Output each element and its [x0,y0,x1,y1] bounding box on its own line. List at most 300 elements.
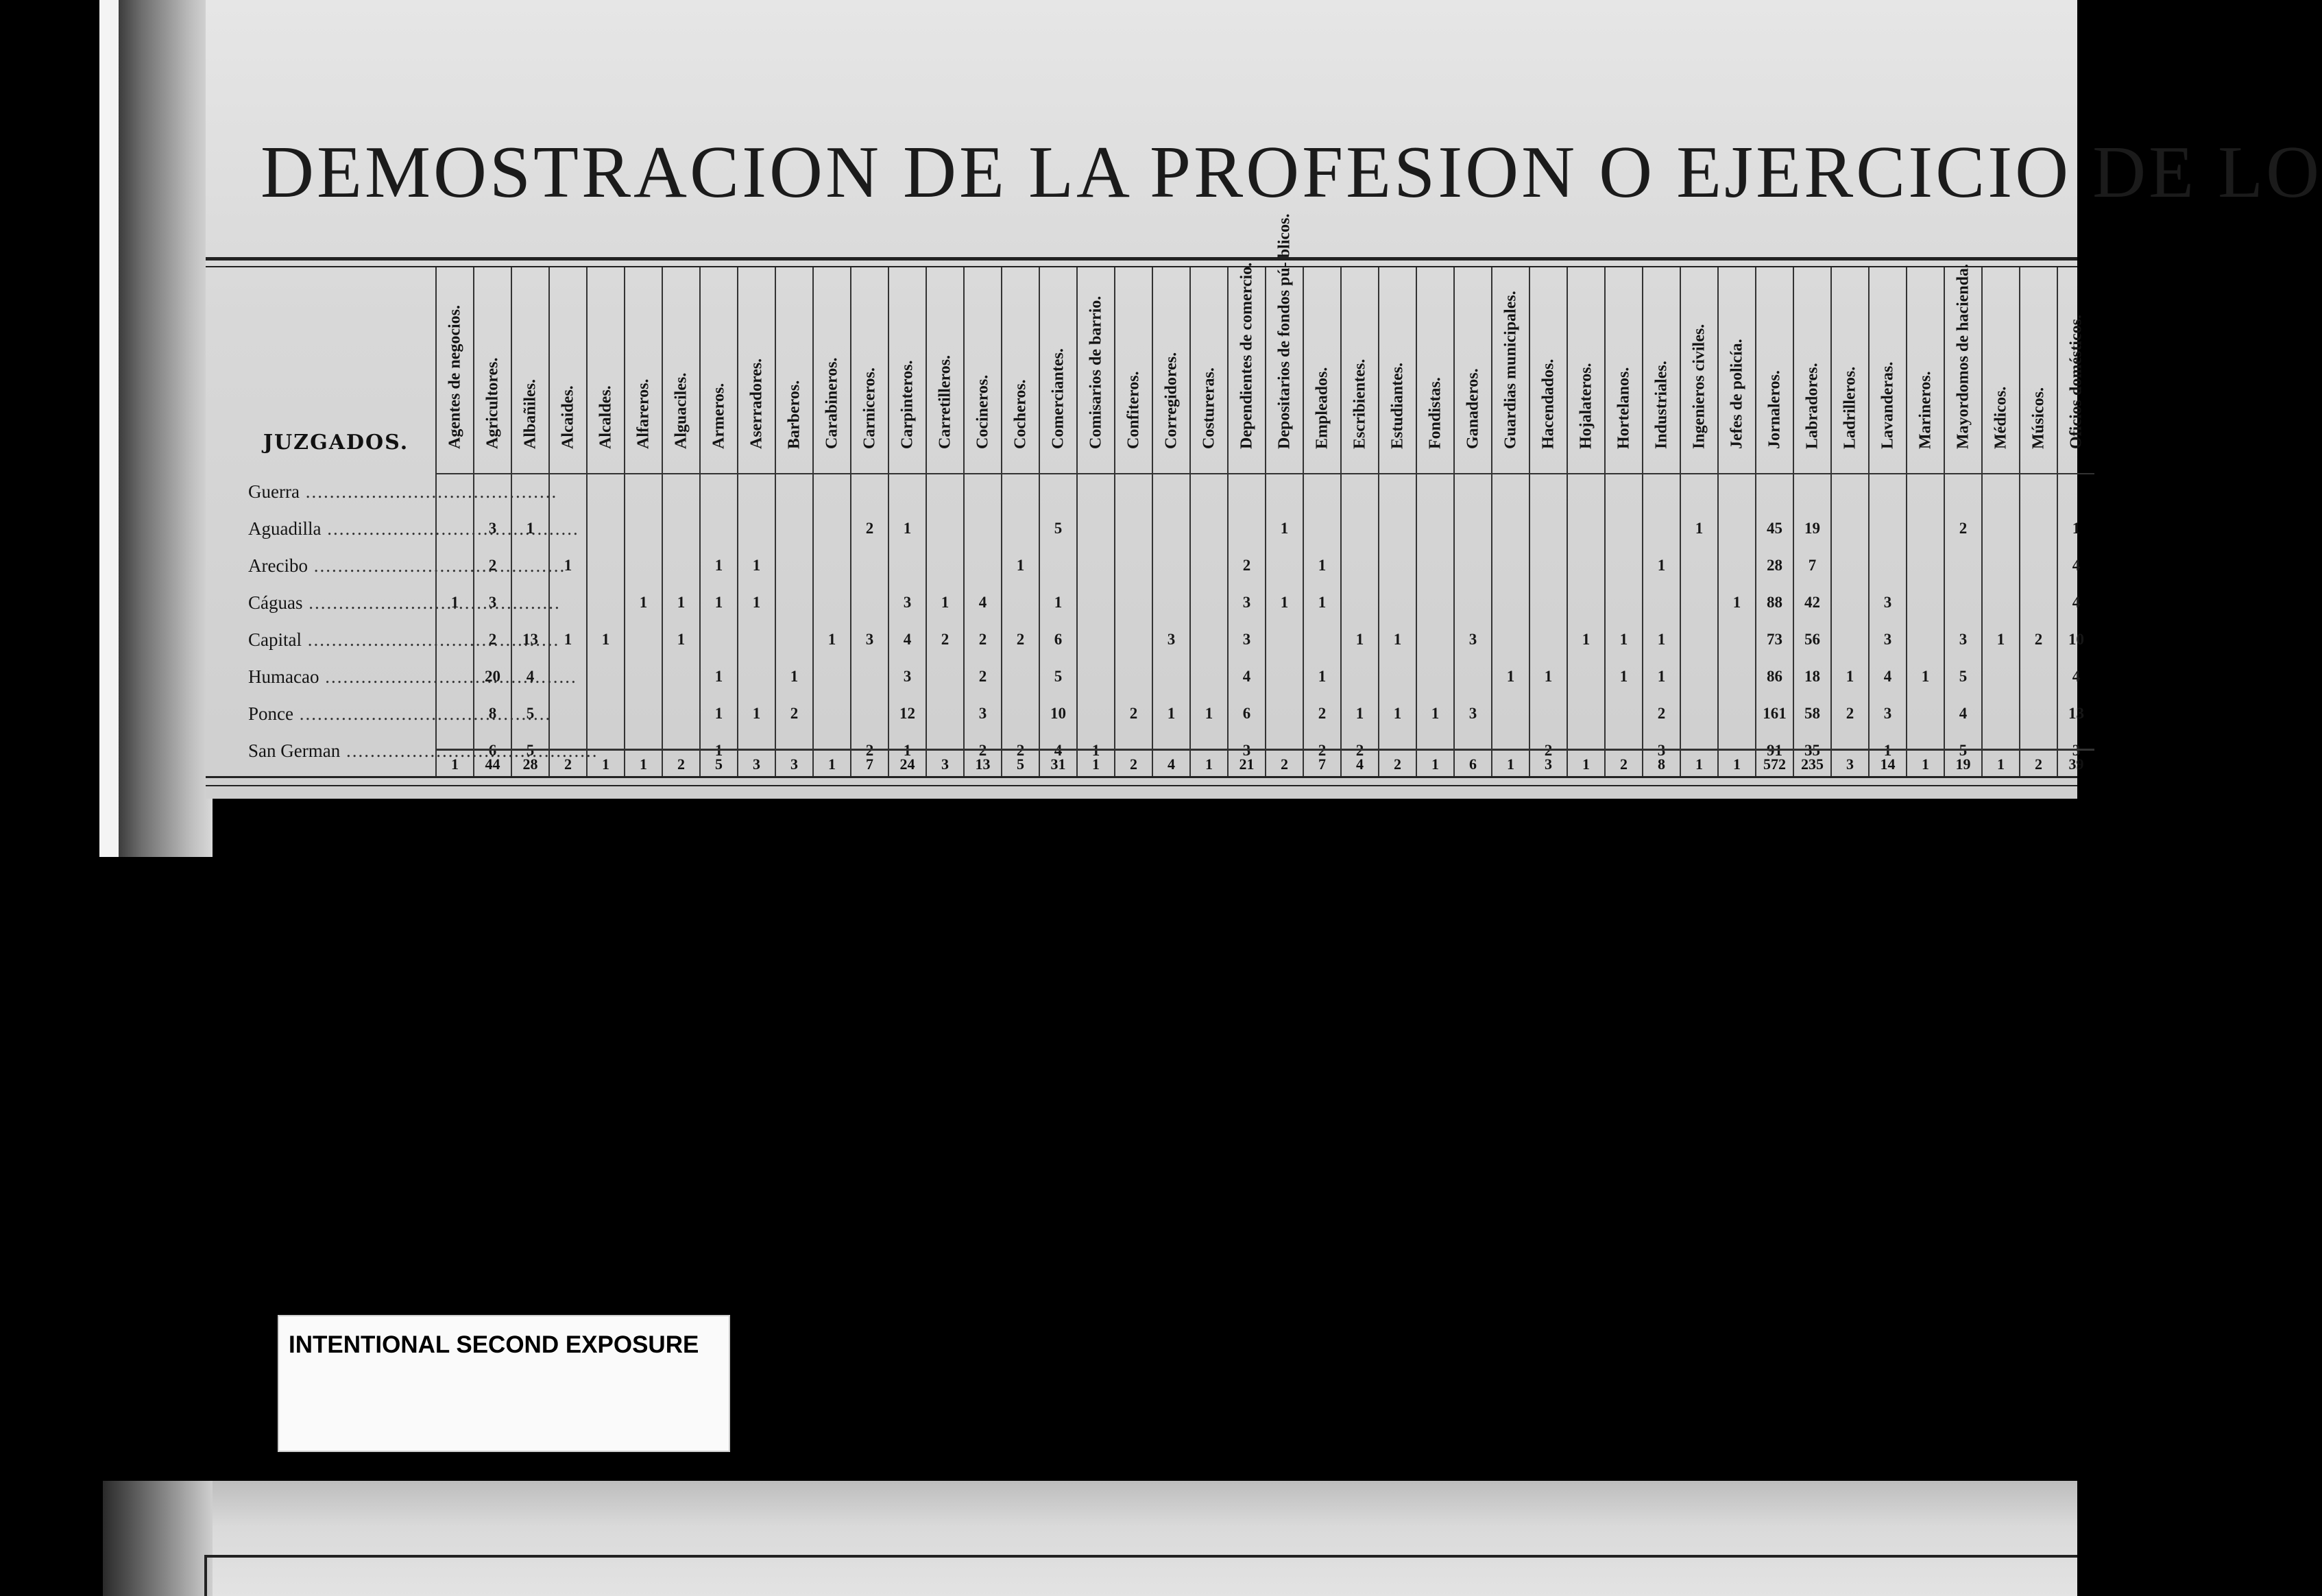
table-cell: 3 [488,520,497,537]
row-label: Humacao ..... [241,658,646,695]
table-cell [1492,547,1529,584]
row-label: Ponce ..... [241,695,646,732]
table-cell [474,473,511,510]
table-cell: 1 [1582,631,1591,648]
table-cell: 1 [677,631,686,648]
table-column [1868,267,1906,776]
table-column [1944,264,1981,776]
table-cell [814,473,850,510]
column-total: 7 [1304,749,1340,778]
table-cell [738,473,775,510]
table-cell [1643,584,1680,621]
table-cell [1229,510,1265,547]
table-cell [2020,547,2057,584]
table-cell [814,510,850,547]
column-header-label: Médicos. [1992,386,2009,449]
table-column [1567,267,1604,776]
column-total: 1 [1078,749,1114,778]
table-cell: 1 [1657,668,1666,685]
table-cell [663,473,699,510]
table-cell [625,621,662,658]
table-cell [550,695,586,732]
table-cell: 1 [564,557,572,574]
column-header [1983,267,2019,474]
column-header [1266,213,1303,474]
next-frame-edge [103,1481,213,1596]
table-cell [1568,695,1604,732]
table-cell [550,473,586,510]
table-cell [1606,695,1642,732]
table-cell: 2 [1318,705,1327,722]
table-cell [1530,473,1567,510]
table-cell [776,473,812,510]
column-header [927,267,963,474]
table-cell [1681,473,1717,510]
column-total: 2 [1379,749,1416,778]
table-cell [1983,547,2019,584]
table-cell [1643,510,1680,547]
table-cell: 1 [714,594,723,611]
table-cell: 2 [1016,742,1025,759]
table-cell [1568,510,1604,547]
next-frame-rule [206,1555,2077,1558]
table-cell [1002,473,1039,510]
table-column [1642,267,1680,776]
table-cell [1530,695,1567,732]
table-cell: 3 [1242,742,1251,759]
column-header-label: Depositarios de fondos pú- blicos. [1275,213,1293,449]
table-cell [1002,510,1039,547]
table-cell: 6 [1242,705,1251,722]
column-total: 2 [2020,749,2057,778]
table-cell: 1 [827,631,836,648]
table-cell [1832,510,1868,547]
column-header-label: Fondistas. [1426,377,1444,449]
title-rule [206,257,2077,261]
column-header [1530,267,1567,474]
table-cell: 10 [2068,631,2084,648]
column-header [1681,267,1717,474]
table-cell: 3 [1959,631,1968,648]
table-cell: 1 [1091,742,1100,759]
table-cell [814,695,850,732]
table-cell [1342,510,1378,547]
table-column [1717,267,1755,776]
table-cell: 1 [1657,557,1666,574]
table-cell: 1 [1318,594,1327,611]
table-cell: 28 [1767,557,1782,574]
table-cell [1832,547,1868,584]
table-cell [1417,510,1453,547]
column-header [1002,267,1039,474]
table-cell [1229,473,1265,510]
column-header [889,267,926,474]
table-cell: 1 [1657,631,1666,648]
exposure-label [278,1315,730,1452]
table-cell [1907,547,1944,584]
table-cell [1379,658,1416,695]
table-cell: 91 [1767,742,1782,759]
column-total: 3 [927,749,963,778]
table-cell [1832,473,1868,510]
table-column [1340,267,1378,776]
table-column [1303,267,1340,776]
table-cell [1191,547,1227,584]
column-header-label: Hortelanos. [1614,367,1632,449]
column-header-label: Alcaides. [559,385,577,449]
column-header [1492,267,1529,474]
profession-columns [435,213,2085,778]
column-header-label: Estudiantes. [1388,362,1406,449]
table-cell: 1 [1883,742,1892,759]
column-total: 21 [1229,749,1265,778]
table-cell [1606,473,1642,510]
table-cell [437,621,473,658]
table-cell [1568,473,1604,510]
table-cell: 86 [1767,668,1782,685]
table-cell: 1 [714,705,723,722]
column-header-label: Empleados. [1313,367,1331,449]
column-total: 1 [1568,749,1604,778]
table-cell [588,584,624,621]
table-cell [1115,658,1152,695]
table-cell [965,473,1001,510]
table-cell [927,510,963,547]
table-cell [851,473,888,510]
table-bottom-rule-thin [206,785,2077,786]
table-cell: 1 [790,668,799,685]
table-cell: 1 [752,594,761,611]
table-cell: 4 [2072,557,2081,574]
column-header [1455,267,1491,474]
table-column [473,267,511,776]
table-cell: 3 [2072,742,2081,759]
table-cell [1945,547,1981,584]
column-total: 1 [625,749,662,778]
column-header [437,267,473,474]
table-cell: 4 [1959,705,1968,722]
table-cell [1040,547,1076,584]
column-total: 24 [889,749,926,778]
table-cell [663,547,699,584]
row-label: San German ..... [241,732,646,769]
column-total: 5 [701,749,737,778]
column-header-label: Cocineros. [973,374,991,449]
table-cell: 1 [714,742,723,759]
table-cell [1606,510,1642,547]
table-cell: 1 [1544,668,1553,685]
table-cell [1492,695,1529,732]
table-column [2057,267,2094,776]
table-cell [1040,473,1076,510]
column-header-label: Aserradores. [747,358,765,449]
table-cell [1153,547,1189,584]
table-cell [588,695,624,732]
table-cell [625,510,662,547]
table-cell [663,695,699,732]
table-cell [437,547,473,584]
table-cell: 4 [2072,594,2081,611]
table-cell [550,510,586,547]
table-cell: 35 [1804,742,1820,759]
column-header-label: Confiteros. [1124,371,1142,449]
table-cell: 3 [865,631,874,648]
table-cell [1266,658,1303,695]
column-total: 28 [512,749,548,778]
column-header-label: Cocheros. [1011,379,1029,449]
table-cell [1002,695,1039,732]
column-total: 3 [738,749,775,778]
table-cell [2020,584,2057,621]
column-header [625,267,662,474]
column-total: 13 [965,749,1001,778]
table-cell: 3 [1242,594,1251,611]
table-cell [2058,473,2094,510]
table-cell: 5 [1959,742,1968,759]
column-total: 1 [1719,749,1755,778]
table-cell: 1 [752,557,761,574]
table-cell [1379,584,1416,621]
table-cell [776,621,812,658]
column-total: 4 [1153,749,1189,778]
table-cell [588,473,624,510]
table-cell [851,695,888,732]
table-cell [2020,510,2057,547]
table-cell: 2 [790,705,799,722]
table-cell [1342,584,1378,621]
table-cell [701,473,737,510]
table-column [1680,267,1717,776]
table-cell: 1 [1732,594,1741,611]
table-cell: 3 [1167,631,1176,648]
column-header [2020,267,2057,474]
table-cell [1191,658,1227,695]
table-cell [851,658,888,695]
column-header-label: Industriales. [1652,361,1670,449]
column-header-label: Carniceros. [860,367,878,449]
column-header [738,267,775,474]
column-header-label: Lavanderas. [1878,361,1896,449]
table-cell: 4 [1883,668,1892,685]
table-cell [2020,695,2057,732]
table-column [586,267,624,776]
table-cell: 1 [450,594,459,611]
table-cell: 42 [1804,594,1820,611]
table-cell: 20 [485,668,500,685]
table-cell: 45 [1767,520,1782,537]
table-cell: 3 [1883,631,1892,648]
table-cell [1304,621,1340,658]
table-cell: 1 [714,668,723,685]
table-column [850,267,888,776]
table-cell: 1 [1280,520,1289,537]
table-cell [1832,584,1868,621]
table-cell: 1 [1846,668,1854,685]
table-column [1001,267,1039,776]
column-header-label: Oficios domésticos. [2067,315,2085,449]
table-cell: 2 [1016,631,1025,648]
table-cell [927,547,963,584]
column-header-label: Comisarios de barrio. [1087,295,1104,449]
table-cell [2020,473,2057,510]
table-cell [1342,547,1378,584]
table-cell [1492,510,1529,547]
column-header-label: Corregidores. [1162,352,1180,449]
table-cell: 3 [1468,631,1477,648]
table-cell [1266,621,1303,658]
table-cell: 3 [978,705,987,722]
table-cell [1530,510,1567,547]
table-cell [1417,621,1453,658]
next-frame-fragment [103,1481,2077,1596]
table-cell: 3 [903,668,912,685]
table-column [1076,267,1114,776]
table-cell [889,547,926,584]
column-header [1794,267,1830,474]
exposure-label-text: INTENTIONAL SECOND EXPOSURE [289,1331,699,1358]
column-header [1078,267,1114,474]
table-cell [1417,547,1453,584]
table-column [963,267,1001,776]
table-cell: 4 [526,668,535,685]
table-cell [1681,584,1717,621]
table-cell: 1 [1921,668,1930,685]
table-cell [1266,547,1303,584]
table-cell [625,695,662,732]
table-cell: 5 [1959,668,1968,685]
table-cell [776,510,812,547]
table-cell [1115,510,1152,547]
table-cell [1907,621,1944,658]
table-cell [512,584,548,621]
column-total: 3 [776,749,812,778]
table-cell [550,584,586,621]
table-cell: 4 [1242,668,1251,685]
table-cell [1492,473,1529,510]
table-cell: 1 [1355,705,1364,722]
column-total: 2 [1606,749,1642,778]
table-cell: 1 [1695,520,1704,537]
table-cell [1417,658,1453,695]
table-cell [1568,658,1604,695]
table-column [737,267,775,776]
table-cell [1870,473,1906,510]
table-cell [1719,510,1755,547]
table-cell [1907,510,1944,547]
table-cell: 2 [865,520,874,537]
table-cell: 1 [1167,705,1176,722]
table-cell [1153,473,1189,510]
table-cell [550,658,586,695]
column-total: 8 [1643,749,1680,778]
row-label: Guerra ..... [241,473,646,510]
table-cell [1455,473,1491,510]
column-header-label: Barberos. [785,380,803,449]
table-cell [1568,584,1604,621]
column-total: 7 [851,749,888,778]
table-cell [1304,510,1340,547]
table-cell: 2 [1657,705,1666,722]
column-header-label: Ingenieros civiles. [1690,324,1708,449]
column-header-label: Alfareros. [634,378,652,449]
table-column [624,267,662,776]
table-column [1491,267,1529,776]
table-cell: 8 [488,705,497,722]
table-cell: 161 [1763,705,1787,722]
table-cell [625,473,662,510]
table-column [1453,267,1491,776]
table-cell [1379,510,1416,547]
table-cell [1455,510,1491,547]
column-header [1153,267,1189,474]
column-header-label: Jefes de policía. [1728,339,1745,449]
table-cell [738,621,775,658]
table-cell [814,658,850,695]
table-cell [1455,658,1491,695]
table-cell [1266,473,1303,510]
table-column [1793,267,1830,776]
table-cell [1115,473,1152,510]
column-total: 1 [1681,749,1717,778]
column-header-label: Albañiles. [521,378,539,449]
table-column [1189,267,1227,776]
table-cell [738,510,775,547]
table-column [511,267,548,776]
table-cell: 1 [1619,631,1628,648]
table-cell: 1 [601,631,610,648]
column-header-label: Alcaldes. [596,385,614,449]
table-cell [776,584,812,621]
table-cell [1078,695,1114,732]
column-header-label: Hojalateros. [1577,363,1595,449]
column-header [1191,267,1227,474]
film-edge [99,0,119,857]
column-total: 1 [1492,749,1529,778]
table-cell: 5 [526,742,535,759]
column-header-label: Comerciantes. [1049,348,1067,449]
table-cell [1191,473,1227,510]
column-total: 2 [550,749,586,778]
table-cell: 1 [1318,557,1327,574]
column-header [2058,267,2094,474]
column-header [1379,267,1416,474]
table-cell [927,658,963,695]
table-cell [625,547,662,584]
table-cell: 1 [1280,594,1289,611]
column-total: 1 [437,749,473,778]
table-cell [1115,547,1152,584]
table-cell [851,584,888,621]
table-cell [512,473,548,510]
table-cell: 2 [978,742,987,759]
table-cell: 1 [752,705,761,722]
column-total: 44 [474,749,511,778]
column-header [1342,267,1378,474]
table-column [699,267,737,776]
column-header-label: Mayordomos de hacienda. [1954,264,1972,449]
table-cell [1078,621,1114,658]
row-label: Aguadilla ..... [241,510,646,547]
table-cell [1568,547,1604,584]
table-column [1227,262,1265,776]
table-cell [663,510,699,547]
table-cell [1719,658,1755,695]
table-cell [1794,473,1830,510]
column-header-label: Carpinteros. [898,360,916,449]
table-column [1152,267,1189,776]
column-header [1229,262,1265,474]
table-cell: 1 [2072,520,2081,537]
